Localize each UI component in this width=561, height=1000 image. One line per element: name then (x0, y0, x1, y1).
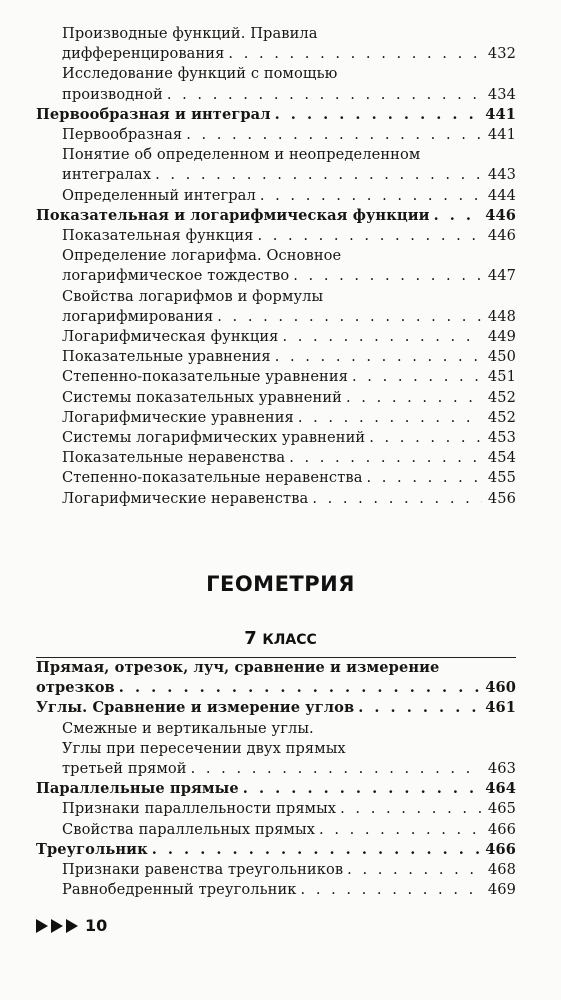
leader-dots (282, 327, 481, 347)
toc-entry-title: Определение логарифма. Основное (62, 247, 342, 265)
leader-dots (167, 85, 482, 105)
toc-entry (36, 327, 516, 347)
toc-entry-title: Прямая, отрезок, луч, сравнение и измерение (36, 659, 440, 676)
leader-dots (289, 448, 482, 468)
toc-page-number: 455 (487, 469, 516, 487)
toc-entry-title: интегралах (62, 166, 152, 184)
toc-entry-title: Углы при пересечении двух прямых (62, 739, 346, 757)
grade-word: КЛАСС (262, 632, 317, 648)
toc-page-number: 441 (487, 126, 516, 144)
toc-entry (36, 287, 516, 327)
toc-entry (36, 388, 516, 408)
grade-number: 7 (244, 628, 257, 649)
leader-dots (358, 698, 479, 718)
toc-entry-title: Логарифмические неравенства (62, 489, 309, 507)
toc-entry (36, 880, 516, 900)
toc-entry (36, 428, 516, 448)
leader-dots (228, 44, 481, 64)
toc-entry (36, 186, 516, 206)
leader-dots (152, 840, 480, 860)
toc-page-number: 447 (487, 267, 516, 285)
toc-entry-title: третьей прямой (62, 760, 187, 778)
leader-dots (369, 428, 482, 448)
leader-dots (275, 105, 480, 125)
toc-page-number: 452 (487, 388, 516, 406)
toc-entry-title: дифференцирования (62, 45, 225, 63)
leader-dots (312, 489, 482, 509)
toc-page-number: 446 (487, 227, 516, 245)
toc-entry (36, 125, 516, 145)
toc-entry (36, 246, 516, 286)
toc-entry (36, 448, 516, 468)
leader-dots (340, 799, 482, 819)
toc-entry (36, 24, 516, 64)
toc-page-number: 465 (487, 800, 516, 818)
leader-dots (260, 186, 482, 206)
grade-title (0, 628, 561, 649)
toc-entry-title: Степенно-показательные неравенства (62, 469, 363, 487)
toc-entry-title: отрезков (36, 679, 115, 697)
toc-entry-title: Показательная и логарифмическая функции (36, 206, 430, 224)
toc-entry (36, 145, 516, 185)
toc-page-number: 469 (487, 881, 516, 899)
toc-page-number: 444 (487, 186, 516, 204)
page-footer (36, 916, 107, 935)
toc-entry (36, 698, 516, 718)
toc-page-number: 449 (487, 328, 516, 346)
toc-entry-title: производной (62, 85, 163, 103)
toc-entry-title: Свойства параллельных прямых (62, 820, 316, 838)
section-title: ГЕОМЕТРИЯ (206, 572, 355, 596)
toc-page-number: 446 (485, 206, 516, 224)
toc-entry-title: Определенный интеграл (62, 186, 256, 204)
toc-entry (36, 779, 516, 799)
toc-list-geometry (36, 658, 516, 900)
toc-entry-title: Степенно-показательные уравнения (62, 368, 349, 386)
toc-page-number: 452 (487, 408, 516, 426)
toc-entry-title: Логарифмическая функция (62, 328, 279, 346)
toc-page-number: 460 (485, 679, 516, 697)
toc-page-number: 461 (485, 699, 516, 717)
toc-entry-title: Признаки параллельности прямых (62, 800, 337, 818)
leader-dots (257, 226, 481, 246)
toc-entry (36, 799, 516, 819)
toc-entry (36, 658, 516, 698)
toc-page-number: 441 (485, 105, 516, 123)
toc-entry (36, 820, 516, 840)
toc-entry (36, 489, 516, 509)
toc-entry-title: Исследование функций с помощью (62, 65, 338, 83)
toc-entry-title: Логарифмические уравнения (62, 408, 294, 426)
toc-page-number: 466 (487, 820, 516, 838)
toc-page-number: 451 (487, 368, 516, 386)
leader-dots (217, 307, 482, 327)
page-number: 10 (85, 916, 108, 935)
toc-page-number: 454 (487, 449, 516, 467)
toc-entry (36, 719, 516, 780)
toc-page-number: 463 (487, 760, 516, 778)
toc-entry (36, 840, 516, 860)
toc-entry (36, 408, 516, 428)
toc-page-number: 456 (487, 489, 516, 507)
toc-entry-title: Параллельные прямые (36, 780, 239, 798)
toc-page-number: 466 (485, 840, 516, 858)
toc-page-number: 448 (487, 307, 516, 325)
leader-dots (275, 347, 482, 367)
toc-page-number: 434 (487, 85, 516, 103)
toc-entry-title: Понятие об определенном и неопределенном (62, 146, 421, 164)
triple-arrow-icon (36, 919, 82, 933)
leader-dots (243, 779, 479, 799)
toc-page-number: 432 (487, 45, 516, 63)
leader-dots (191, 759, 482, 779)
toc-entry (36, 226, 516, 246)
leader-dots (119, 678, 479, 698)
toc-entry-title: Признаки равенства треугольников (62, 861, 344, 879)
toc-entry-title: Системы показательных уравнений (62, 388, 343, 406)
toc-entry-title: Производные функций. Правила (62, 25, 318, 42)
toc-list-algebra (36, 24, 516, 509)
toc-entry (36, 468, 516, 488)
toc-page-number: 464 (485, 780, 516, 798)
toc-entry-title: Показательные неравенства (62, 449, 286, 467)
toc-entry-title: Первообразная и интеграл (36, 105, 271, 123)
leader-dots (301, 880, 482, 900)
toc-entry-title: Первообразная (62, 126, 183, 144)
leader-dots (352, 367, 482, 387)
leader-dots (367, 468, 482, 488)
leader-dots (293, 266, 482, 286)
toc-entry-title: Показательная функция (62, 227, 254, 245)
leader-dots (186, 125, 482, 145)
toc-entry-title: Системы логарифмических уравнений (62, 429, 366, 447)
toc-entry-title: Углы. Сравнение и измерение углов (36, 699, 355, 717)
leader-dots (319, 820, 482, 840)
leader-dots (434, 206, 480, 226)
toc-entry (36, 860, 516, 880)
toc-entry-title: логарифмирования (62, 307, 214, 325)
toc-entry-title: логарифмическое тождество (62, 267, 290, 285)
toc-entry-title: Свойства логарифмов и формулы (62, 287, 324, 305)
toc-entry-title: Треугольник (36, 840, 148, 858)
toc-entry (36, 105, 516, 125)
toc-page-number: 450 (487, 348, 516, 366)
toc-entry (36, 367, 516, 387)
toc-entry (36, 64, 516, 104)
toc-entry (36, 347, 516, 367)
leader-dots (155, 165, 482, 185)
toc-entry (36, 206, 516, 226)
toc-entry-title: Смежные и вертикальные углы. (62, 719, 314, 737)
toc-page-number: 443 (487, 166, 516, 184)
leader-dots (346, 388, 482, 408)
leader-dots (298, 408, 482, 428)
toc-entry-title: Равнобедренный треугольник (62, 881, 297, 899)
toc-page-number: 453 (487, 429, 516, 447)
toc-entry-title: Показательные уравнения (62, 348, 271, 366)
toc-page-number: 468 (487, 861, 516, 879)
leader-dots (347, 860, 482, 880)
